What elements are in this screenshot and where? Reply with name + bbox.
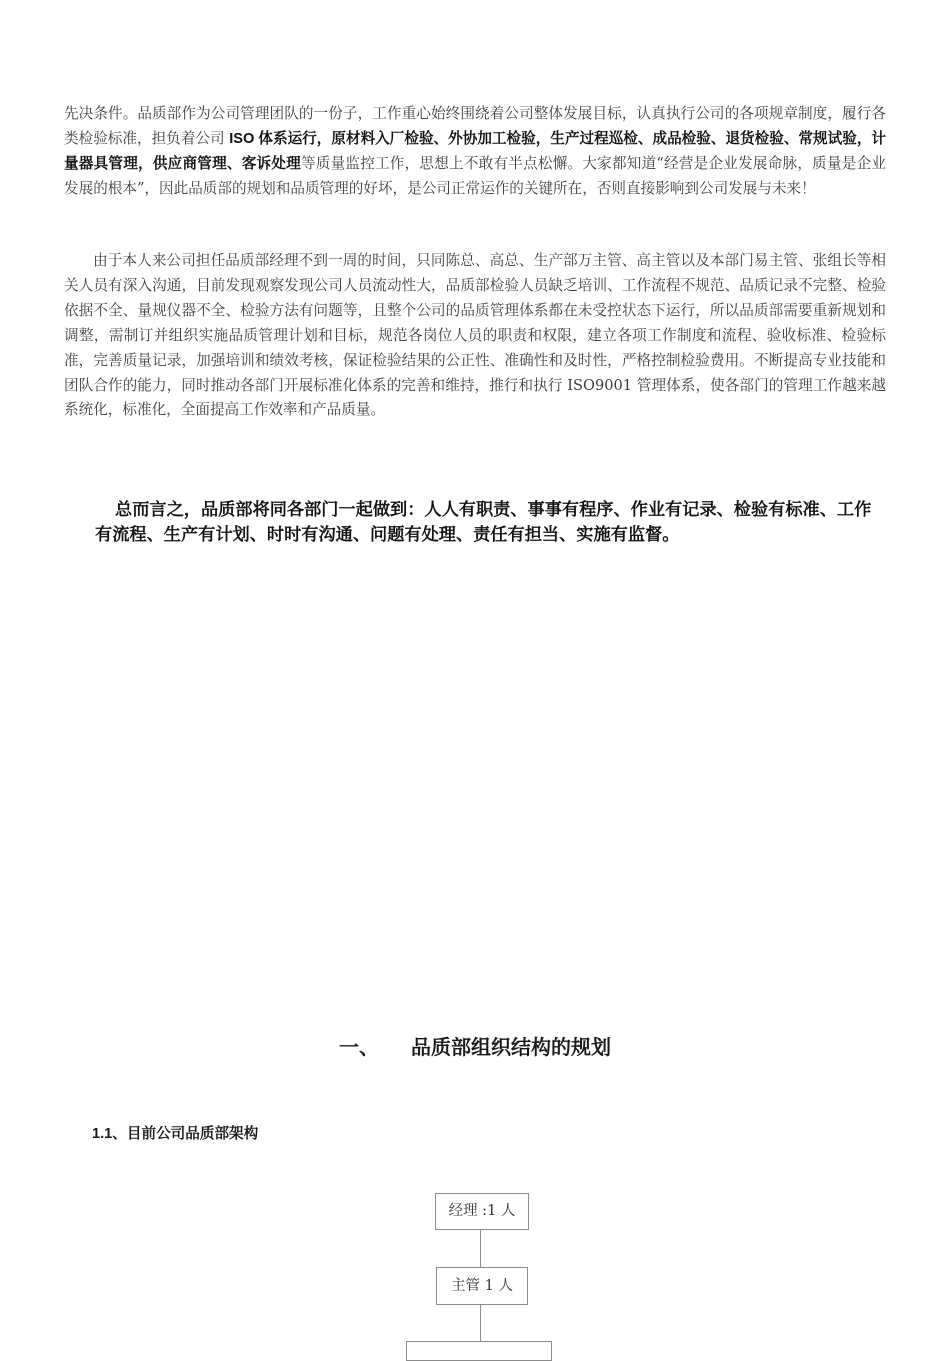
org-connector-line <box>480 1230 481 1267</box>
situation-text: 由于本人来公司担任品质部经理不到一周的时间，只同陈总、高总、生产部万主管、高主管以及本部门易主管、张组长等相关人员有深入沟通，目前发现观察发现公司人员流动性大，品质部检验人员缺乏培训、工作流程不规范、品质记录不完整、检验依据不全、量规仪器不全、检验方法有问题等，且整个公司的品质管理体系都在未受控状态下运行，所以品质部需要重新规划和调整，需制订并组织实施品质管理计划和目标，规范各岗位人员的职责和权限，建立各项工作制度和流程、验收标准、检验标准，完善质量记录，加强培训和绩效考核，保证检验结果的公正性、准确性和及时性，严格控制检验费用。不断提高专业技能和团队合作的能力，同时推动各部门开展标准化体系的完善和维持，推行和执行 ISO9001 管理体系，使各部门的管理工作越来越系统化，标准化，全面提高工作效率和产品质量。 <box>64 252 886 419</box>
intro-paragraph <box>64 102 886 202</box>
summary-statement <box>95 497 875 547</box>
section-heading <box>0 1031 950 1060</box>
summary-text: 总而言之，品质部将同各部门一起做到：人人有职责、事事有程序、作业有记录、检验有标准、工作有流程、生产有计划、时时有沟通、问题有处理、责任有担当、实施有监督。 <box>95 499 872 544</box>
org-box-next-level <box>406 1341 552 1361</box>
situation-paragraph <box>64 249 886 423</box>
intro-bold-duties: ISO 体系运行，原材料入厂检验、外协加工检验，生产过程巡检、成品检验、退货检验、常规试验，计量器具管理，供应商管理、客诉处理 <box>64 130 887 172</box>
intro-text-1: 先决条件。品质部作为公司管理团队的一份子，工作重心始终围绕着公司整体发展目标，认真执行公司的各项规章制度，履行各类检验标准，担负着公司 <box>64 105 886 147</box>
org-box-supervisor: 主管 1 人 <box>436 1267 528 1305</box>
section-number: 一、 <box>339 1037 379 1059</box>
org-box-manager: 经理 :1 人 <box>435 1193 529 1230</box>
section-title: 品质部组织结构的规划 <box>411 1037 611 1059</box>
intro-text-2: 等质量监控工作，思想上不敢有半点松懈。大家都知道“经营是企业发展命脉，质量是企业发展的根本”，因此品质部的规划和品质管理的好坏，是公司正常运作的关键所在，否则直接影响到公司发展与未来！ <box>64 154 886 197</box>
subsection-heading: 1.1、目前公司品质部架构 <box>92 1126 259 1142</box>
org-connector-line <box>480 1305 481 1341</box>
